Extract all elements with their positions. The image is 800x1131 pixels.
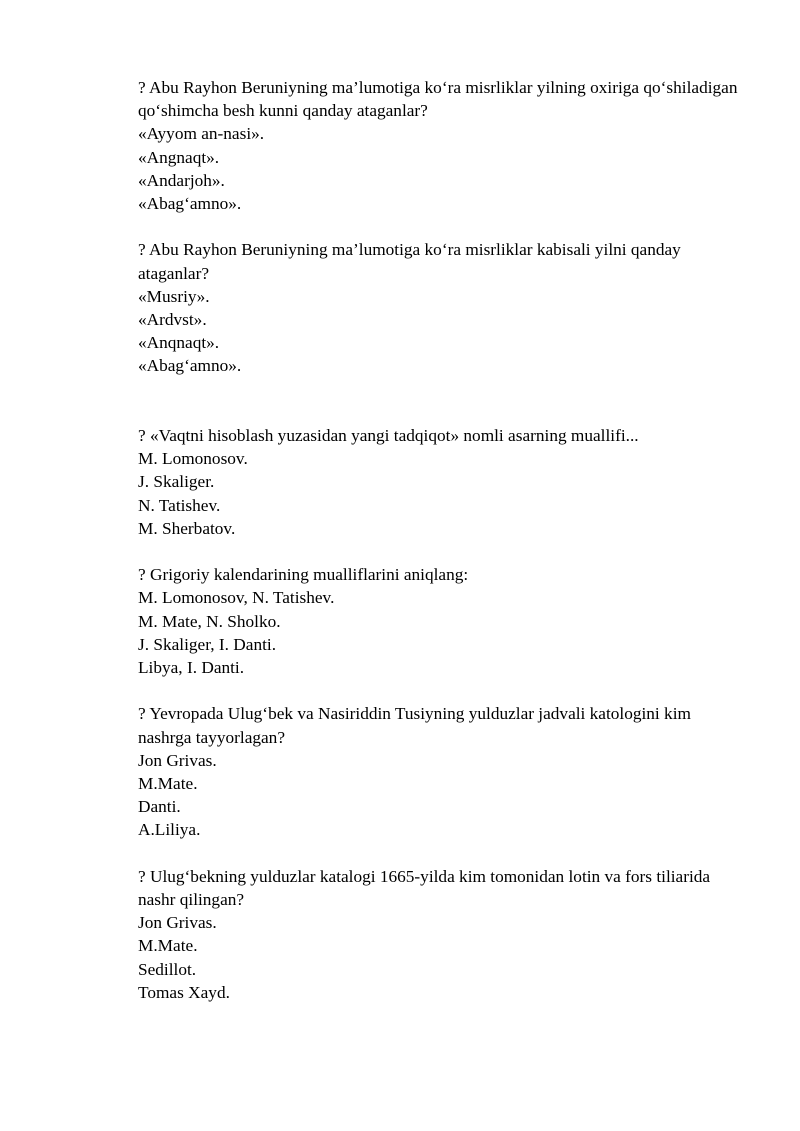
question-text: ? Ulug‘bekning yulduzlar katalogi 1665-yilda kim tomonidan lotin va fors tiliarida nashr qilingan? <box>138 866 711 910</box>
question-text: ? «Vaqtni hisoblash yuzasidan yangi tadqiqot» nomli asarning muallifi... <box>138 426 639 446</box>
answer-option: M.Mate. <box>138 774 198 794</box>
question-block-6 <box>138 865 738 1004</box>
question-block-2 <box>138 238 738 377</box>
answer-option: «Ayyom an-nasi». <box>138 124 265 144</box>
answer-option: M. Lomonosov, N. Tatishev. <box>138 588 335 608</box>
question-block-4 <box>138 563 738 679</box>
answer-option: J. Skaliger, I. Danti. <box>138 634 277 654</box>
answer-option: «Angnaqt». <box>138 147 220 167</box>
question-text: ? Yevropada Ulug‘bek va Nasiriddin Tusiyning yulduzlar jadvali katologini kim nashrga tayyorlagan? <box>138 704 691 747</box>
answer-option: A.Liliya. <box>138 820 201 840</box>
answer-option: «Abag‘amno». <box>138 356 242 376</box>
answer-option: M. Sherbatov. <box>138 518 236 538</box>
question-block-3 <box>138 424 738 540</box>
answer-option: Jon Grivas. <box>138 913 217 933</box>
answer-option: Libya, I. Danti. <box>138 658 245 678</box>
answer-option: Jon Grivas. <box>138 750 217 770</box>
answer-option: N. Tatishev. <box>138 495 221 515</box>
answer-option: «Andarjoh». <box>138 170 225 190</box>
answer-option: «Ardvst». <box>138 310 207 330</box>
answer-option: Sedillot. <box>138 959 197 979</box>
question-list <box>138 76 738 1027</box>
question-block-1 <box>138 76 738 215</box>
question-text: ? Abu Rayhon Beruniyning ma’lumotiga ko‘ra misrliklar kabisali yilni qanday ataganlar? <box>138 240 681 283</box>
answer-option: M.Mate. <box>138 936 198 956</box>
answer-option: Tomas Xayd. <box>138 982 230 1002</box>
answer-option: «Abag‘amno». <box>138 194 242 214</box>
answer-option: «Musriy». <box>138 286 210 306</box>
question-text: ? Grigoriy kalendarining mualliflarini aniqlang: <box>138 565 469 585</box>
answer-option: Danti. <box>138 797 181 817</box>
answer-option: «Anqnaqt». <box>138 333 220 353</box>
answer-option: M. Lomonosov. <box>138 449 248 469</box>
answer-option: M. Mate, N. Sholko. <box>138 611 281 631</box>
question-block-5 <box>138 702 738 841</box>
question-text: ? Abu Rayhon Beruniyning ma’lumotiga ko‘ra misrliklar yilning oxiriga qo‘shiladigan qo‘shimcha besh kunni qanday ataganlar? <box>138 78 738 121</box>
answer-option: J. Skaliger. <box>138 472 215 492</box>
